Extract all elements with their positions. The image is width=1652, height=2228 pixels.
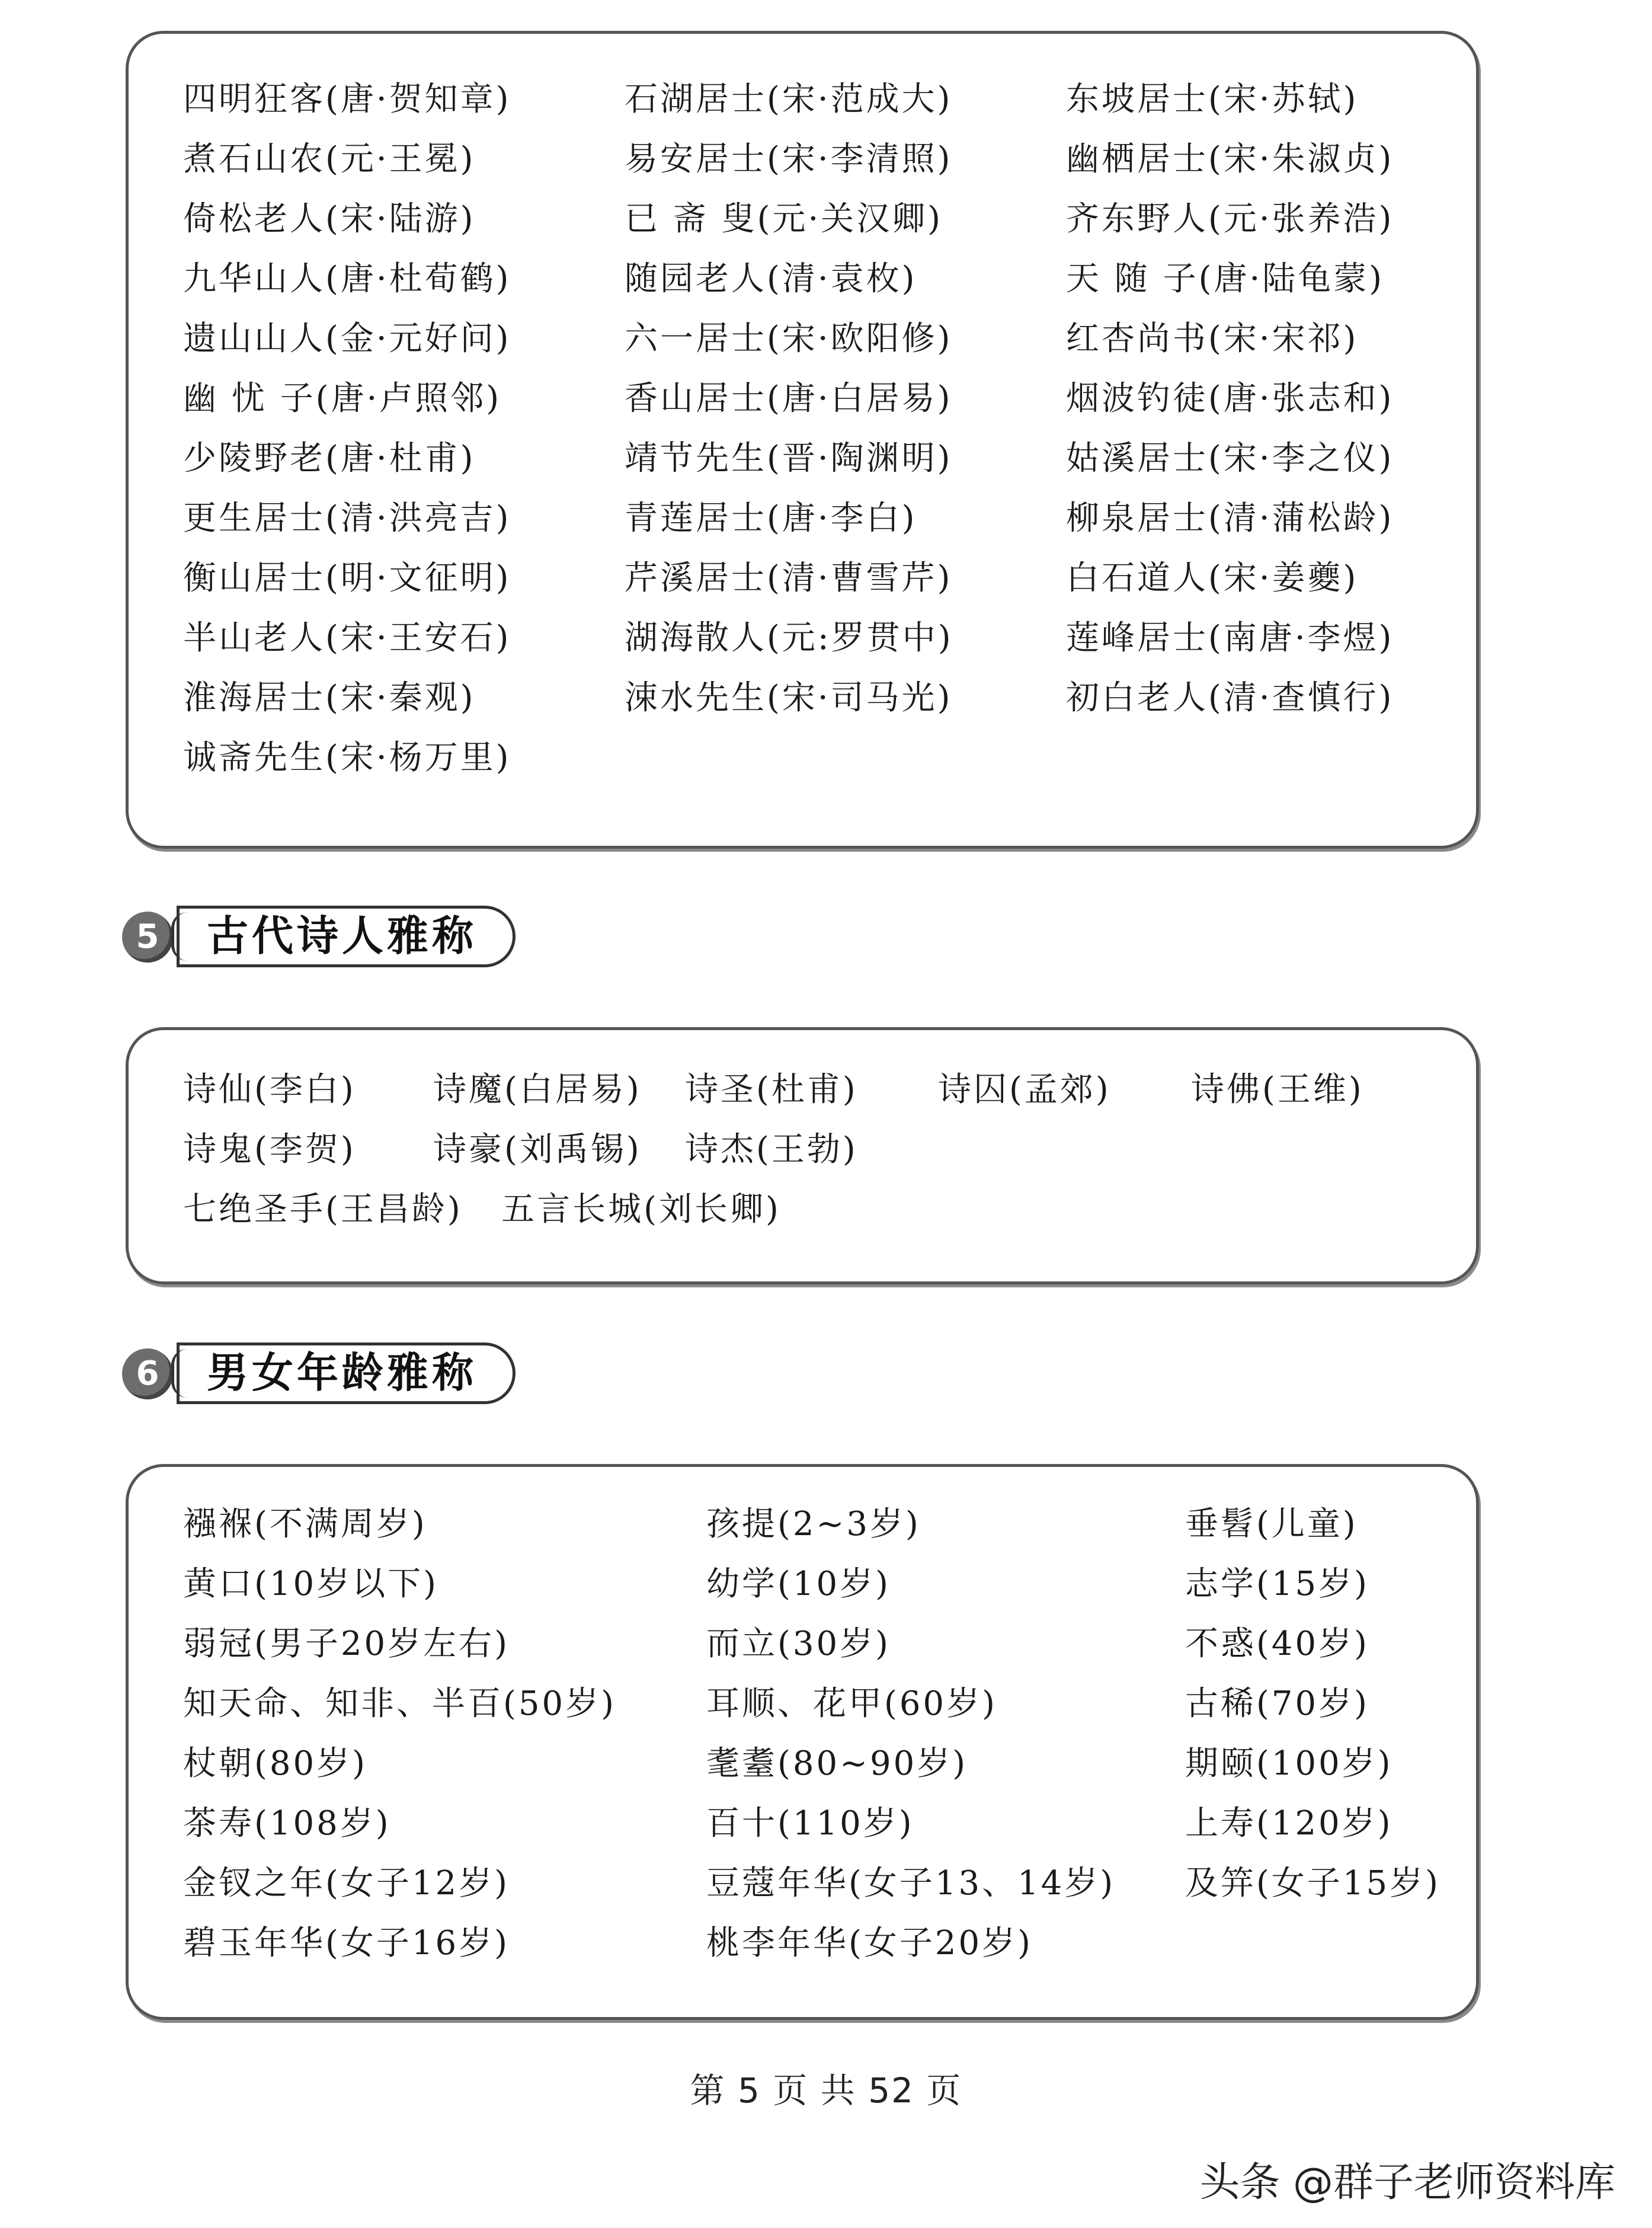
list-item: 孩提(2~3岁)	[706, 1505, 921, 1543]
list-item	[183, 1179, 781, 1239]
list-item: 金钗之年(女子12岁)	[183, 1864, 510, 1903]
list-item: 诗圣(杜甫)	[685, 1070, 858, 1109]
list-item: 及笄(女子15岁)	[1185, 1864, 1440, 1903]
list-item: 诗佛(王维)	[1191, 1070, 1364, 1109]
list-item: 弱冠(男子20岁左右)	[183, 1625, 510, 1663]
list-item: 桃李年华(女子20岁)	[706, 1924, 1033, 1962]
list-item: 六一居士(宋·欧阳修)	[625, 319, 953, 358]
list-item: 诗仙(李白)	[183, 1070, 356, 1109]
list-item: 不惑(40岁)	[1185, 1625, 1369, 1663]
list-item: 初白老人(清·查慎行)	[1066, 679, 1394, 717]
list-item: 诗豪(刘禹锡)	[433, 1130, 642, 1169]
list-item: 古稀(70岁)	[1185, 1684, 1369, 1723]
list-item: 随园老人(清·袁枚)	[625, 260, 917, 298]
section-number-badge: 6	[122, 1348, 173, 1399]
list-item: 耄耋(80~90岁)	[706, 1744, 968, 1783]
list-item: 东坡居士(宋·苏轼)	[1066, 80, 1359, 119]
list-item: 衡山居士(明·文征明)	[183, 559, 511, 597]
list-item: 四明狂客(唐·贺知章)	[183, 80, 511, 119]
poet-titles-box	[126, 1027, 1479, 1284]
watermark: 头条 @群子老师资料库	[1199, 2159, 1615, 2206]
list-item: 煮石山农(元·王冕)	[183, 140, 476, 178]
list-item: 湖海散人(元:罗贯中)	[625, 619, 953, 657]
list-item: 期颐(100岁)	[1185, 1744, 1393, 1783]
list-item-empty	[938, 1120, 1191, 1179]
list-item: 志学(15岁)	[1185, 1565, 1369, 1603]
list-item-empty	[625, 728, 1066, 788]
list-item: 诗杰(王勃)	[685, 1130, 858, 1169]
list-item-text: 七绝圣手(王昌龄)	[183, 1190, 463, 1229]
list-item: 白石道人(宋·姜夔)	[1066, 559, 1359, 597]
page-number: 第 5 页 共 52 页	[690, 2070, 962, 2111]
section-number-badge: 5	[122, 912, 173, 963]
list-item: 九华山人(唐·杜荀鹤)	[183, 260, 511, 298]
poet-titles-list	[183, 1060, 1444, 1239]
age-titles-list	[183, 1494, 1481, 1973]
list-item: 诚斋先生(宋·杨万里)	[183, 739, 511, 777]
list-item: 烟波钓徒(唐·张志和)	[1066, 379, 1394, 418]
list-item: 杖朝(80岁)	[183, 1744, 367, 1783]
list-item: 百十(110岁)	[706, 1804, 914, 1843]
list-item: 遗山山人(金·元好问)	[183, 319, 511, 358]
list-item: 淮海居士(宋·秦观)	[183, 679, 476, 717]
list-item: 涑水先生(宋·司马光)	[625, 679, 953, 717]
list-item: 诗囚(孟郊)	[938, 1070, 1111, 1109]
section-title: 古代诗人雅称	[177, 906, 516, 967]
list-item: 知天命、知非、半百(50岁)	[183, 1684, 616, 1723]
list-item-empty	[1191, 1120, 1444, 1179]
list-item: 垂髫(儿童)	[1185, 1505, 1358, 1543]
list-item: 柳泉居士(清·蒲松龄)	[1066, 499, 1394, 538]
section-heading-ages	[122, 1338, 537, 1409]
list-item: 茶寿(108岁)	[183, 1804, 391, 1843]
list-item: 黄口(10岁以下)	[183, 1565, 438, 1603]
section-heading-poets	[122, 901, 537, 972]
list-item: 幼学(10岁)	[706, 1565, 891, 1603]
pen-names-box	[126, 31, 1479, 849]
list-item: 豆蔻年华(女子13、14岁)	[706, 1864, 1116, 1903]
age-titles-box	[126, 1464, 1479, 2020]
list-item: 易安居士(宋·李清照)	[625, 140, 953, 178]
list-item: 少陵野老(唐·杜甫)	[183, 439, 476, 478]
list-item: 靖节先生(晋·陶渊明)	[625, 439, 953, 478]
list-item: 幽栖居士(宋·朱淑贞)	[1066, 140, 1394, 178]
list-item: 莲峰居士(南唐·李煜)	[1066, 619, 1394, 657]
list-item: 香山居士(唐·白居易)	[625, 379, 953, 418]
list-item: 姑溪居士(宋·李之仪)	[1066, 439, 1394, 478]
list-item: 青莲居士(唐·李白)	[625, 499, 917, 538]
list-item: 襁褓(不满周岁)	[183, 1505, 427, 1543]
list-item: 而立(30岁)	[706, 1625, 891, 1663]
list-item: 天 随 子(唐·陆龟蒙)	[1066, 260, 1385, 298]
list-item: 半山老人(宋·王安石)	[183, 619, 511, 657]
list-item: 诗魔(白居易)	[433, 1070, 642, 1109]
list-item: 倚松老人(宋·陆游)	[183, 200, 476, 238]
list-item: 上寿(120岁)	[1185, 1804, 1393, 1843]
list-item-text: 五言长城(刘长卿)	[501, 1190, 781, 1229]
list-item: 芹溪居士(清·曹雪芹)	[625, 559, 953, 597]
pen-names-list	[183, 69, 1507, 788]
list-item: 已 斋 叟(元·关汉卿)	[625, 200, 943, 238]
list-item: 幽 忧 子(唐·卢照邻)	[183, 379, 502, 418]
list-item: 耳顺、花甲(60岁)	[706, 1684, 997, 1723]
list-item: 红杏尚书(宋·宋祁)	[1066, 319, 1359, 358]
section-title: 男女年龄雅称	[177, 1342, 516, 1404]
list-item: 更生居士(清·洪亮吉)	[183, 499, 511, 538]
list-item: 齐东野人(元·张养浩)	[1066, 200, 1394, 238]
list-item: 石湖居士(宋·范成大)	[625, 80, 953, 119]
list-item: 诗鬼(李贺)	[183, 1130, 356, 1169]
list-item: 碧玉年华(女子16岁)	[183, 1924, 510, 1962]
